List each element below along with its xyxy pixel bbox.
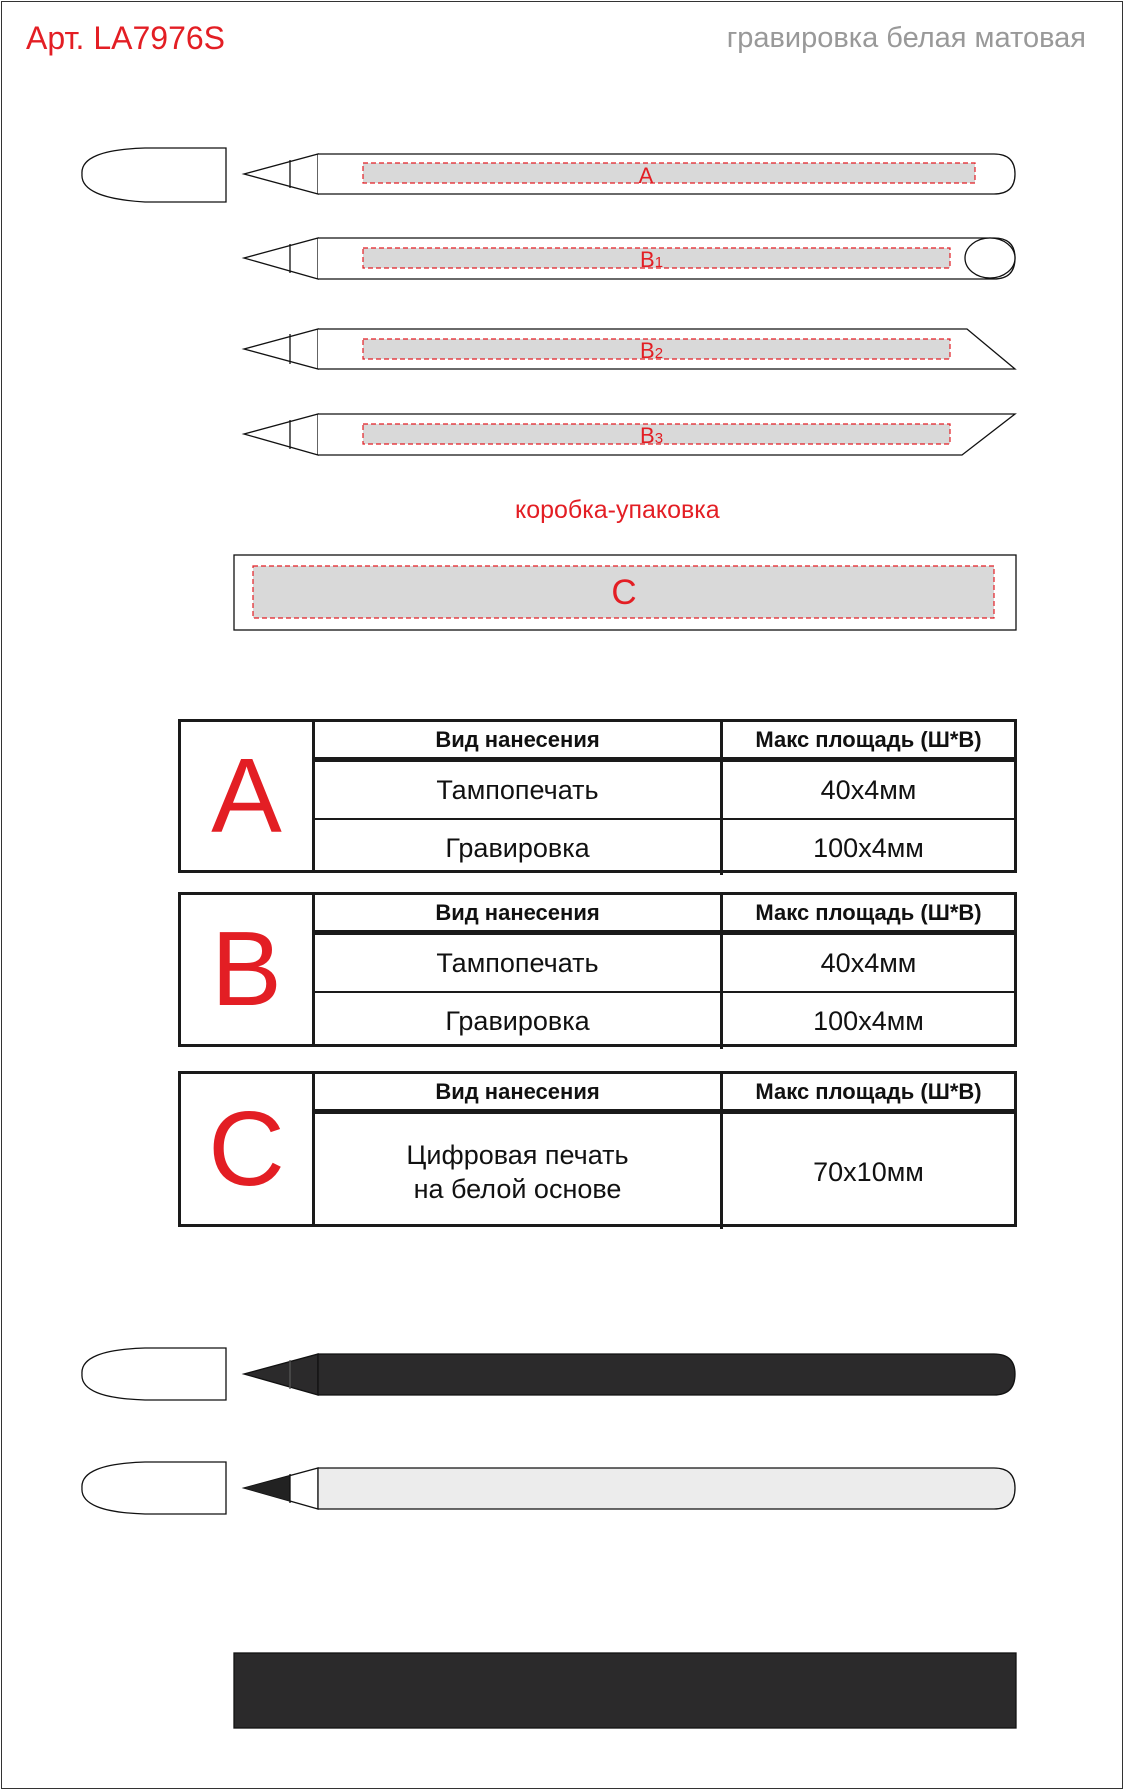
col-area-header: Макс площадь (Ш*В) [755, 726, 982, 752]
table-b-grid [315, 895, 1014, 1044]
box-dark [234, 1653, 1016, 1728]
pencil-b3-tip [244, 414, 318, 455]
table-b-letter: B [181, 895, 315, 1044]
table-a-letter: A [181, 722, 315, 870]
table-b [178, 892, 1017, 1047]
zone-a-label: A [638, 163, 654, 188]
cell-method-line1: Цифровая печать [406, 1139, 629, 1170]
table-c-letter: C [181, 1074, 315, 1224]
col-area-header: Макс площадь (Ш*В) [755, 899, 982, 925]
cell-area: 40x4мм [820, 775, 917, 805]
pencil-dark-cap [82, 1348, 226, 1400]
table-c [178, 1071, 1017, 1227]
cell-area: 100x4мм [813, 1006, 924, 1036]
table-row [315, 991, 1014, 1049]
table-c-grid [315, 1074, 1014, 1224]
pencil-b1-end [965, 238, 1015, 278]
col-area-header: Макс площадь (Ш*В) [755, 1078, 982, 1104]
pencil-light [82, 1462, 1015, 1514]
table-row [315, 1074, 1014, 1112]
pencil-b2 [244, 329, 1015, 369]
table-row [315, 933, 1014, 993]
cell-method: Тампопечать [315, 935, 723, 991]
zone-b3-label: B3 [640, 423, 664, 448]
col-method-header: Вид нанесения [315, 1074, 723, 1109]
col-method-header: Вид нанесения [315, 722, 723, 757]
pencil-light-cap [82, 1462, 226, 1514]
pencil-b1 [244, 238, 1015, 279]
zone-b1-label: B1 [640, 247, 664, 272]
col-method-header: Вид нанесения [315, 895, 723, 930]
packaging-box [234, 555, 1016, 630]
pencil-light-body [318, 1468, 1015, 1509]
engraving-note: гравировка белая матовая [726, 22, 1086, 54]
pencil-b3 [244, 414, 1015, 455]
pencil-a [82, 148, 1015, 202]
pencil-dark-body [318, 1354, 1015, 1395]
zone-c-label: C [611, 573, 637, 612]
pencil-a-tip [244, 154, 318, 194]
cell-method: Тампопечать [315, 762, 723, 818]
cell-area: 100x4мм [813, 832, 924, 863]
cell-method: Гравировка [315, 993, 723, 1049]
table-row [315, 895, 1014, 933]
table-a-grid [315, 722, 1014, 870]
table-row [315, 818, 1014, 875]
article-number: Арт. LA7976S [26, 20, 225, 56]
cell-area: 70x10мм [813, 1156, 924, 1187]
pencil-b1-tip [244, 238, 318, 279]
pencil-b2-tip [244, 329, 318, 369]
cell-method-line2: на белой основе [413, 1173, 622, 1204]
pencil-a-cap [82, 148, 226, 202]
box-label: коробка-упаковка [515, 496, 720, 524]
table-a [178, 719, 1017, 873]
cell-area: 40x4мм [820, 948, 917, 978]
zone-a-area [363, 163, 975, 183]
table-row [315, 760, 1014, 820]
cell-method [315, 1114, 723, 1229]
pencil-dark-tip [244, 1354, 318, 1395]
zone-b2-label: B2 [640, 338, 664, 363]
table-row [315, 1112, 1014, 1229]
cell-method: Гравировка [315, 820, 723, 875]
pencil-dark [82, 1348, 1015, 1400]
table-row [315, 722, 1014, 760]
